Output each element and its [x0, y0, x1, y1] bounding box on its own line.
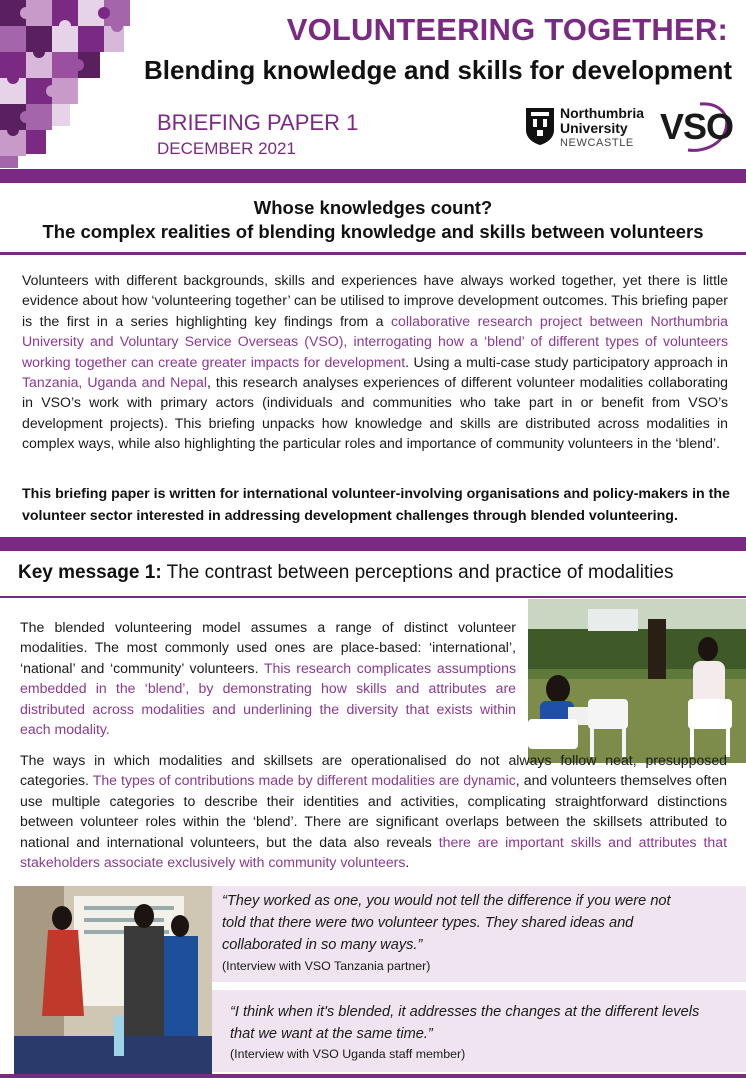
page-title: VOLUNTEERING TOGETHER:: [286, 12, 728, 47]
section-divider: [0, 252, 746, 255]
shield-icon: [525, 106, 555, 146]
intro-text-3: , this research analyses experiences of different volunteer modalities collaborating in VSO’s work with primary actors (individuals and communities who take part in or benefit from VSO’s development projects). This briefing unpacks how knowledge and skills are distributed across modalities in complex ways, while also highlighting the particular roles and importance of community volunteers in the ‘blend’.: [22, 374, 728, 452]
vso-logo: [660, 98, 732, 156]
quote-box-2: [212, 990, 746, 1072]
page-subtitle: Blending knowledge and skills for development: [144, 55, 732, 85]
volunteers-meeting-photo: [528, 599, 746, 763]
case-study-places: Tanzania, Uganda and Nepal: [22, 374, 208, 391]
key-message-heading: [18, 562, 674, 584]
km-highlight-1: This research complicates assumptions embedded in the ‘blend’, by demonstrating how skills and attributes are distributed across modalities and underlining the diversity that exists within each modality.: [20, 659, 516, 738]
workshop-photo: [14, 886, 212, 1078]
key-message-rule: [0, 596, 746, 598]
km-highlight-2: The types of contributions made by different modalities are dynamic: [92, 772, 516, 789]
vso-wordmark: VSO: [660, 106, 734, 147]
quote-2-source: (Interview with VSO Uganda staff member): [230, 1047, 466, 1061]
quote-1-source: (Interview with VSO Tanzania partner): [222, 959, 431, 973]
intro-text-1: Volunteers with different backgrounds, skills and experiences have always worked together, yet there is little evidence about how ‘volunteering together’ can be utilised to improve development outcomes. This briefing paper is the first in a series highlighting key findings from a: [22, 272, 728, 329]
quote-1-text: “They worked as one, you would not tell the difference if you were not told that there were two volunteer types. They shared ideas and collaborated in so many ways.”: [222, 893, 671, 953]
km-text-1: The blended volunteering model assumes a range of distinct volunteer modalities. The most commonly used ones are place-based: ‘international’, ‘national’ and ‘community’ volunteers.: [20, 619, 516, 676]
km-text-4: .: [405, 854, 410, 871]
northumbria-city: NEWCASTLE: [560, 137, 634, 149]
km-text-2: The ways in which modalities and skillsets are operationalised do not always follow neat, presupposed categories.: [20, 752, 727, 789]
key-message-paragraph-1: [20, 617, 516, 739]
section-heading-line2: The complex realities of blending knowledge and skills between volunteers: [42, 221, 704, 242]
intro-paragraph: [22, 270, 728, 454]
intro-text-2: . Using a multi-case study participatory approach in: [405, 353, 728, 370]
briefing-date: DECEMBER 2021: [157, 139, 296, 158]
key-message-label: Key message 1:: [18, 562, 162, 583]
northumbria-logo: [525, 106, 655, 152]
quote-box-1: [212, 886, 746, 982]
key-message-paragraph-2: [20, 750, 727, 872]
km-highlight-3: there are important skills and attributes that stakeholders associate exclusively with community volunteers: [20, 833, 728, 871]
km-text-3: , and volunteers themselves often use multiple categories to describe their identities and activities, complicating straightforward distinctions between volunteer roles within the ‘blend’. There are significant overlaps between the skillsets attributed to national and international volunteers, but the data also reveals: [20, 772, 727, 850]
research-project-link[interactable]: collaborative research project between Northumbria University and Voluntary Service Overseas (VSO), interrogating how a ‘blend’ of different types of volunteers working together can create greater impacts for development: [22, 312, 728, 370]
northumbria-name: Northumbria University: [560, 105, 644, 136]
header-divider: [0, 169, 746, 183]
key-message-text: The contrast between perceptions and practice of modalities: [161, 562, 674, 583]
footer-rule: [0, 1074, 746, 1078]
audience-statement: This briefing paper is written for international volunteer-involving organisations and policy-makers in the volunteer sector interested in addressing development challenges through blended volunteering.: [22, 486, 730, 524]
briefing-paper-label: BRIEFING PAPER 1: [157, 110, 359, 135]
key-message-divider: [0, 537, 746, 551]
section-heading-line1: Whose knowledges count?: [253, 197, 493, 218]
quote-2-text: “I think when it's blended, it addresses the changes at the different levels that we want at the same time.”: [230, 1004, 700, 1042]
